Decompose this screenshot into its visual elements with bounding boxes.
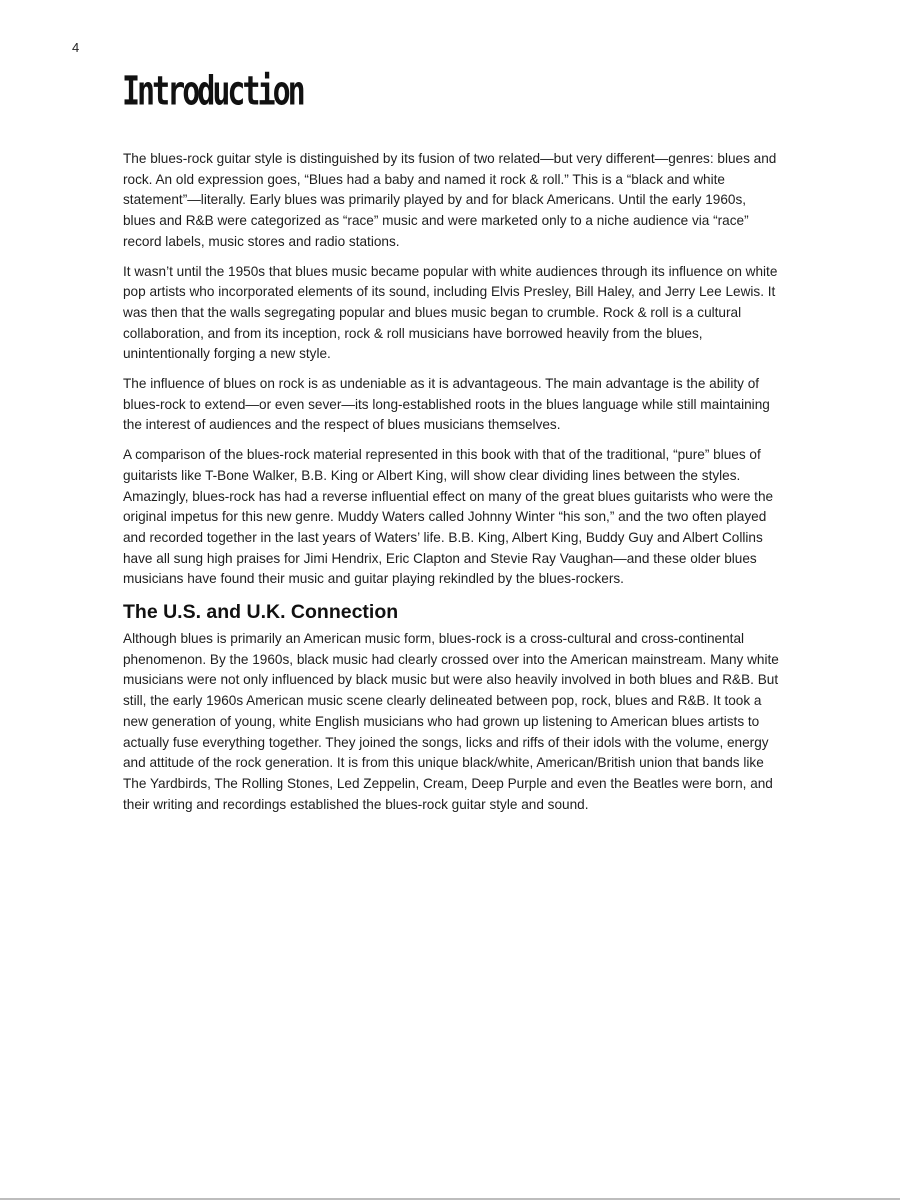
- body-content: [123, 149, 781, 824]
- section-heading: The U.S. and U.K. Connection: [123, 601, 399, 624]
- intro-paragraph-2: It wasn’t until the 1950s that blues music became popular with white audiences through its influence on white pop artists who incorporated elements of its sound, including Elvis Presley, Bill Haley, and Jerry Lee Lewis. It was then that the walls segregating popular and blues music began to crumble. Rock & roll is a cultural collaboration, and from its inception, rock & roll musicians have borrowed heavily from the blues, unintentionally forging a new style.: [123, 263, 778, 362]
- intro-paragraph-3: The influence of blues on rock is as undeniable as it is advantageous. The main advantage is the ability of blues-rock to extend—or even sever—its long-established roots in the blues language while still maintaining the interest of audiences and the respect of blues musicians themselves.: [123, 376, 770, 433]
- intro-paragraph-4: A comparison of the blues-rock material represented in this book with that of the traditional, “pure” blues of guitarists like T-Bone Walker, B.B. King or Albert King, will show clear dividing lines between the styles. Amazingly, blues-rock has had a reverse influential effect on many of the great blues guitarists who were the original impetus for this new genre. Muddy Waters called Johnny Winter “his son,” and the two often played and recorded together in the last years of Waters’ life. B.B. King, Albert King, Buddy Guy and Albert Collins have all sung high praises for Jimi Hendrix, Eric Clapton and Stevie Ray Vaughan—and these older blues musicians have found their music and guitar playing rekindled by the blues-rockers.: [123, 447, 774, 587]
- page-number: 4: [72, 40, 80, 55]
- chapter-title: Introduction: [122, 68, 303, 116]
- section-paragraph: Although blues is primarily an American music form, blues-rock is a cross-cultural and cross-continental phenomenon. By the 1960s, black music had clearly crossed over into the American mainstream. Many white musicians were not only influenced by black music but were also heavily involved in both blues and R&B. But still, the early 1960s American music scene clearly delineated between pop, rock, blues and R&B. It took a new generation of young, white English musicians who had grown up listening to American blues artists to actually fuse everything together. They joined the songs, licks and riffs of their idols with the volume, energy and attitude of the rock generation. It is from this unique black/white, American/British union that bands like The Yardbirds, The Rolling Stones, Led Zeppelin, Cream, Deep Purple and even the Beatles were born, and their writing and recordings established the blues-rock guitar style and sound.: [123, 631, 779, 812]
- intro-paragraph-1: The blues-rock guitar style is distinguished by its fusion of two related—but very different—genres: blues and rock. An old expression goes, “Blues had a baby and named it rock & roll.” This is a “black and white statement”—literally. Early blues was primarily played by and for black Americans. Until the early 1960s, blues and R&B were categorized as “race” music and were marketed only to a niche audience via “race” record labels, music stores and radio stations.: [123, 151, 777, 249]
